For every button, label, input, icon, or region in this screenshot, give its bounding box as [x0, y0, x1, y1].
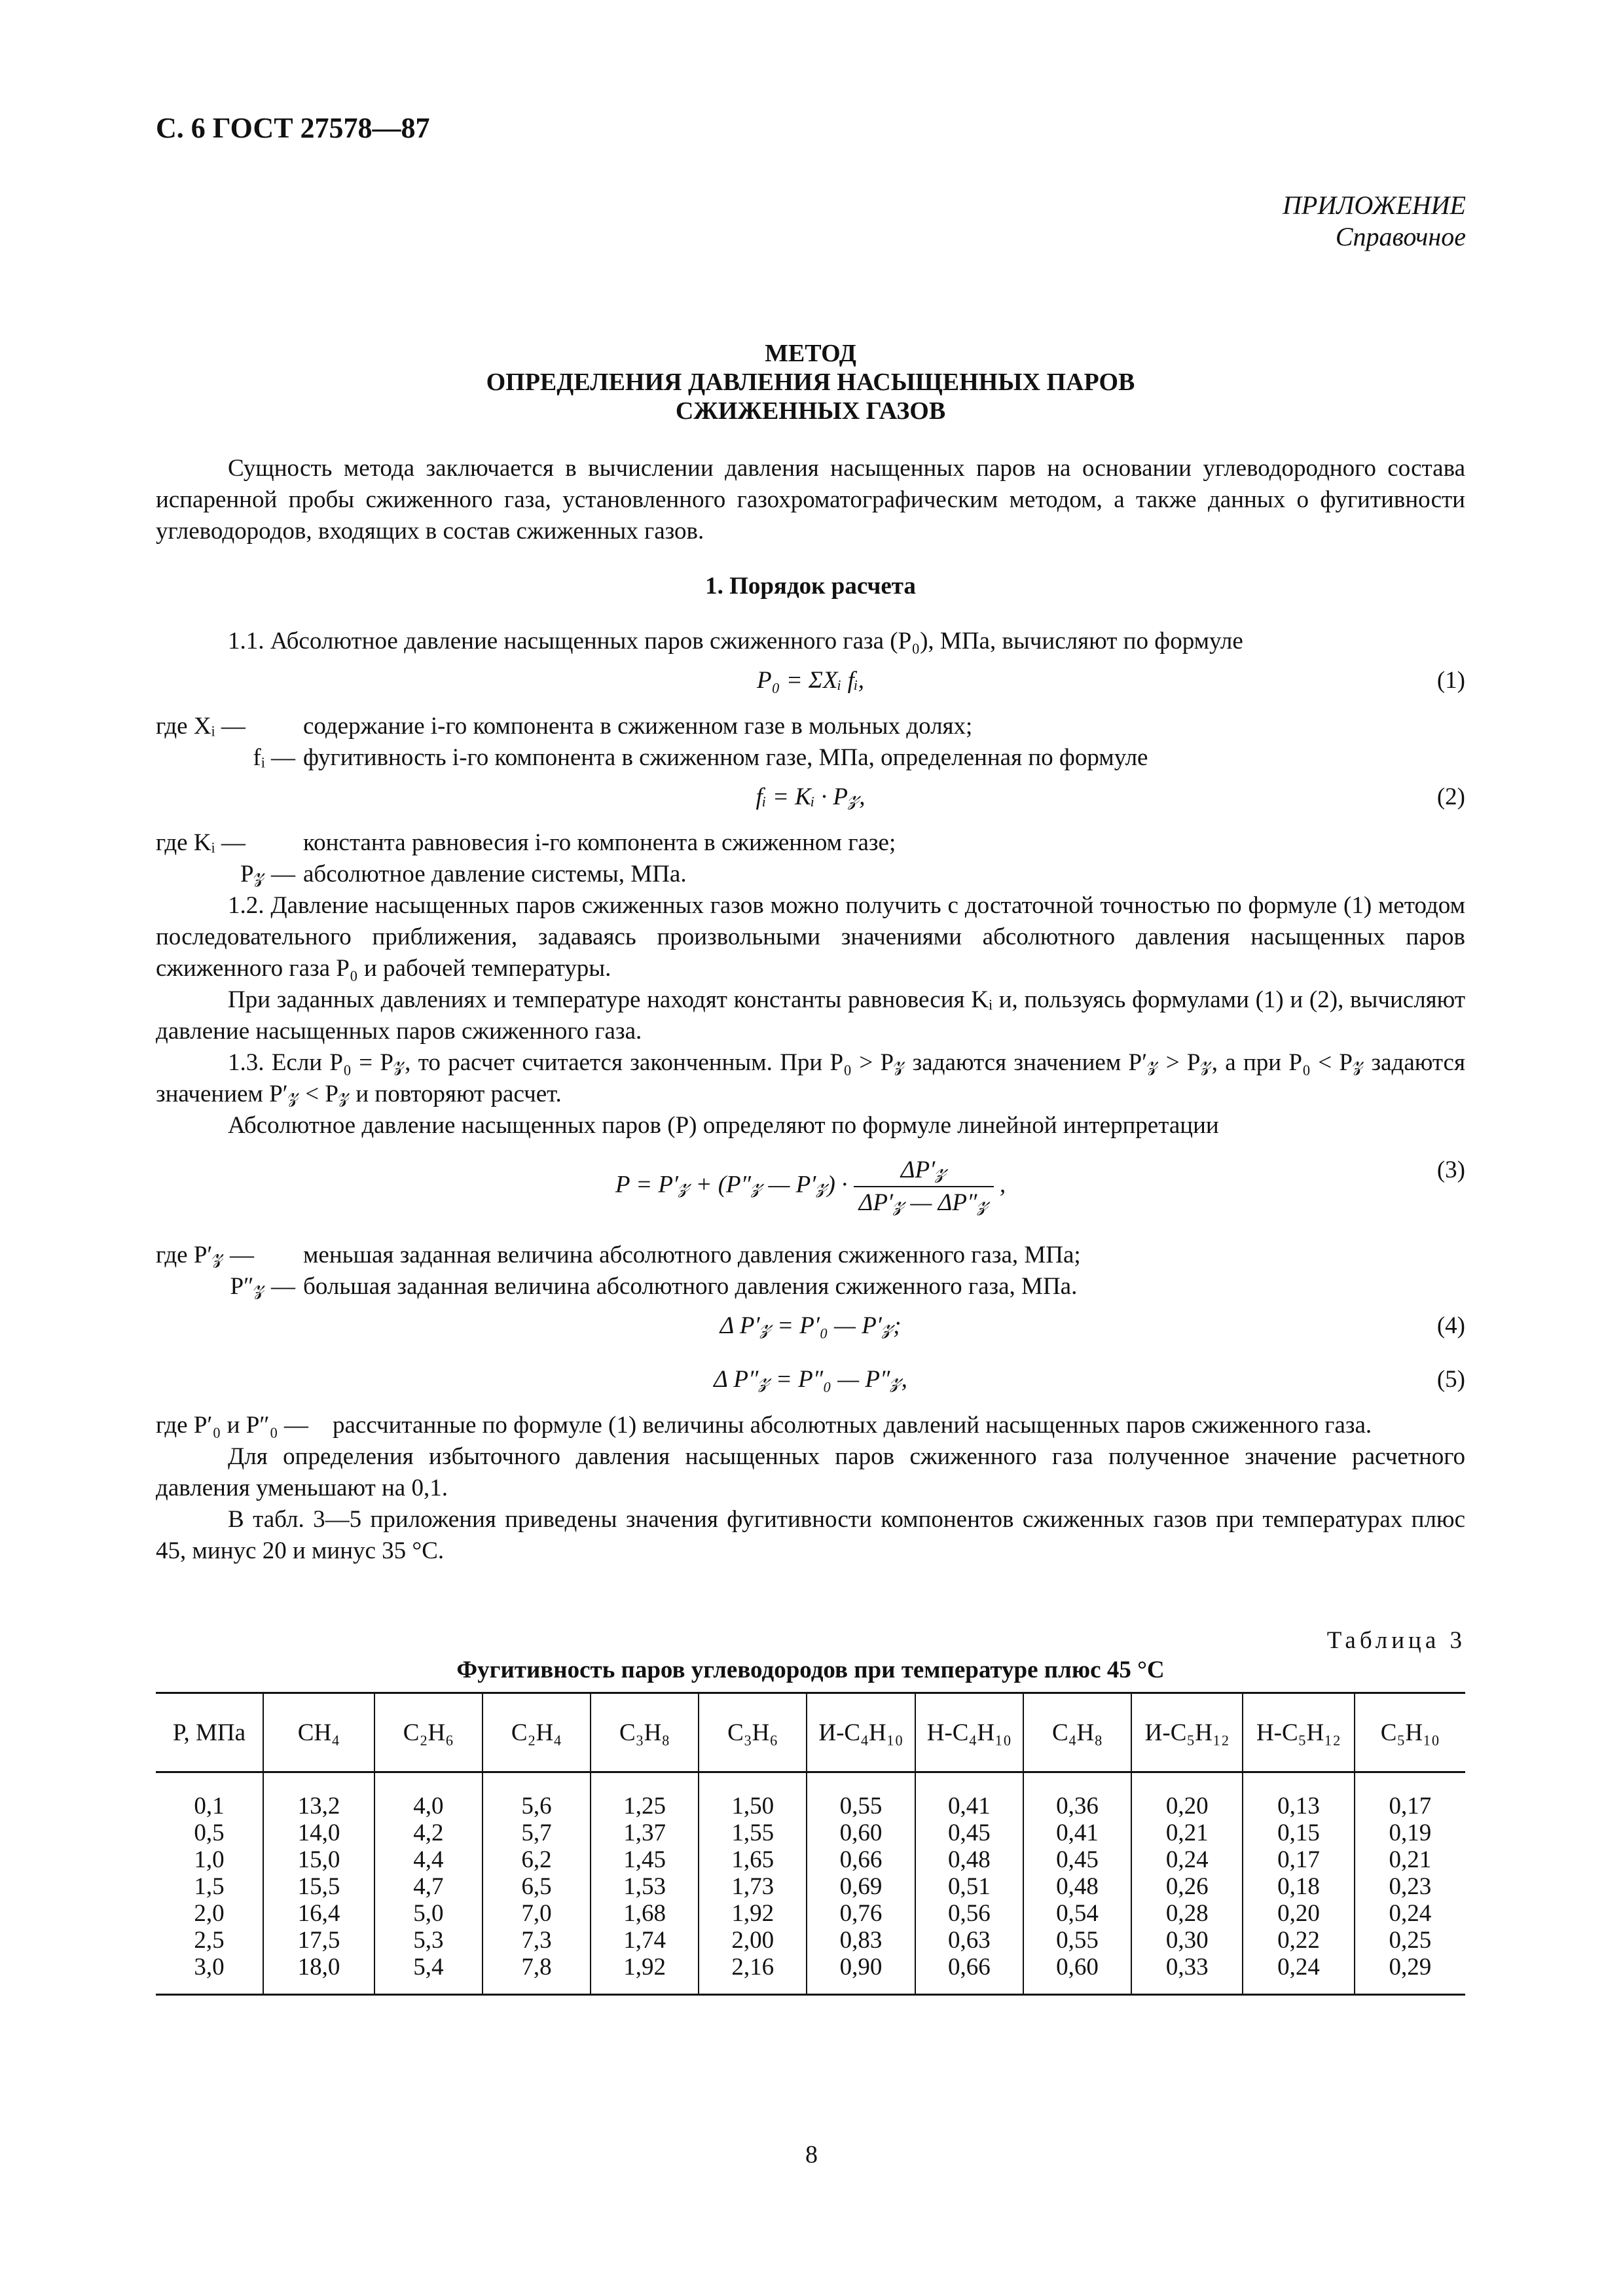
paragraph-1-2: 1.2. Давление насыщенных паров сжиженных газов можно получить с достаточной точностью по формуле (1) методом последовательного приближения, задаваясь произвольными значениями абсолютного давления насыщенных паров сжиженного газа P₀ и рабочей температуры.: [156, 892, 1465, 982]
title-line-2: ОПРЕДЕЛЕНИЯ ДАВЛЕНИЯ НАСЫЩЕННЫХ ПАРОВ: [486, 368, 1135, 396]
formula-4-number: (4): [1436, 1312, 1465, 1339]
column-header: C₂H₆: [374, 1693, 483, 1772]
formula-2-number: (2): [1436, 783, 1465, 810]
formula-1-expression: P₀ = ΣXᵢ fᵢ,: [756, 667, 864, 694]
formula-3-denominator: ΔP′𝓏 — ΔP″𝓏: [858, 1189, 989, 1216]
table-title: Фугитивность паров углеводородов при температуре плюс 45 °C: [456, 1657, 1165, 1683]
formula-5-number: (5): [1436, 1366, 1465, 1393]
formula-3-tail: ,: [999, 1171, 1006, 1198]
table-column-cell: 0,17 0,19 0,21 0,23 0,24 0,25 0,29: [1355, 1772, 1465, 1995]
where-symbol: где P′₀ и P″₀ —: [156, 1412, 308, 1439]
section-heading: 1. Порядок расчета: [705, 573, 916, 600]
column-header: P, МПа: [173, 1719, 246, 1746]
appendix-type: Справочное: [1335, 222, 1466, 251]
page-number: 8: [805, 2141, 818, 2168]
column-header: C₃H₆: [699, 1693, 807, 1772]
where-symbol: где Xᵢ —: [156, 713, 246, 740]
where-row: [156, 1240, 1465, 1271]
formula-3-number: (3): [1436, 1157, 1465, 1183]
where-symbol: где Kᵢ —: [156, 829, 246, 856]
column-header: C₄H₈: [1023, 1693, 1131, 1772]
formula-3-lhs: P = P′𝓏 + (P″𝓏 — P′𝓏) ·: [615, 1171, 848, 1198]
appendix-label: ПРИЛОЖЕНИЕ: [1283, 190, 1466, 220]
table-column-cell: 0,20 0,21 0,24 0,26 0,28 0,30 0,33: [1131, 1772, 1243, 1995]
column-header: Н-C₄H₁₀: [915, 1693, 1023, 1772]
table-column-cell: 0,36 0,41 0,45 0,48 0,54 0,55 0,60: [1023, 1772, 1131, 1995]
where-text: содержание i-го компонента в сжиженном газе в мольных долях;: [303, 713, 973, 740]
document-body: [156, 453, 1465, 1567]
where-row: [156, 859, 1465, 890]
formula-5-expression: Δ P″𝓏 = P″₀ — P″𝓏,: [714, 1366, 907, 1393]
column-header: И-C₅H₁₂: [1131, 1693, 1243, 1772]
paragraph-tables-reference: В табл. 3—5 приложения приведены значения фугитивности компонентов сжиженных газов при температурах плюс 45, минус 20 и минус 35 °C.: [156, 1506, 1465, 1564]
formula-2: [156, 774, 1465, 827]
where-symbol: fᵢ —: [253, 744, 295, 771]
column-header: И-C₄H₁₀: [807, 1693, 915, 1772]
where-symbol: где P′𝓏 —: [156, 1242, 254, 1268]
where-row: [156, 1271, 1465, 1302]
where-text: меньшая заданная величина абсолютного давления сжиженного газа, МПа;: [303, 1242, 1081, 1268]
where-row: [156, 1410, 1465, 1441]
paragraph-excess-pressure: Для определения избыточного давления насыщенных паров сжиженного газа полученное значение расчетного давления уменьшают на 0,1.: [156, 1443, 1465, 1501]
column-header: C₅H₁₀: [1355, 1693, 1465, 1772]
formula-3-numerator: ΔP′𝓏: [854, 1155, 994, 1187]
paragraph-1-3: 1.3. Если P₀ = P𝓏, то расчет считается законченным. При P₀ > P𝓏 задаются значением P′𝓏 > P𝓏, а при P₀ < P𝓏 задаются значением P′𝓏 < P𝓏 и повторяют расчет.: [156, 1049, 1465, 1107]
table-caption: Таблица 3: [1326, 1627, 1466, 1654]
table-column-cell: 13,2 14,0 15,0 15,5 16,4 17,5 18,0: [263, 1772, 374, 1995]
table-column-cell: 0,13 0,15 0,17 0,18 0,20 0,22 0,24: [1243, 1772, 1354, 1995]
document-title: [156, 339, 1465, 425]
column-header: C₃H₈: [591, 1693, 699, 1772]
where-row: [156, 711, 1465, 742]
where-row: [156, 827, 1465, 859]
table-column-cell: 0,55 0,60 0,66 0,69 0,76 0,83 0,90: [807, 1772, 915, 1995]
table-column-cell: 0,41 0,45 0,48 0,51 0,56 0,63 0,66: [915, 1772, 1023, 1995]
table-column-cell: 5,6 5,7 6,2 6,5 7,0 7,3 7,8: [483, 1772, 591, 1995]
where-text: рассчитанные по формуле (1) величины абсолютных давлений насыщенных паров сжиженного газа.: [333, 1412, 1372, 1439]
where-symbol: P″𝓏 —: [230, 1273, 295, 1300]
where-text: абсолютное давление системы, МПа.: [303, 861, 687, 888]
table-column-cell: 4,0 4,2 4,4 4,7 5,0 5,3 5,4: [374, 1772, 483, 1995]
table-body-row: [156, 1772, 1465, 1995]
paragraph-1-3b: Абсолютное давление насыщенных паров (P) определяют по формуле линейной интерпретации: [228, 1112, 1219, 1139]
paragraph-1-1: 1.1. Абсолютное давление насыщенных паров сжиженного газа (P₀), МПа, вычисляют по формуле: [228, 628, 1243, 655]
where-text: константа равновесия i-го компонента в сжиженном газе;: [303, 829, 896, 856]
where-symbol: P𝓏 —: [240, 861, 295, 888]
title-line-3: СЖИЖЕННЫХ ГАЗОВ: [675, 397, 946, 425]
formula-1: [156, 657, 1465, 711]
paragraph-1-2b: При заданных давлениях и температуре находят константы равновесия Kᵢ и, пользуясь формулами (1) и (2), вычисляют давление насыщенных паров сжиженного газа.: [156, 986, 1465, 1045]
fugacity-table: [156, 1692, 1465, 1996]
formula-4: [156, 1302, 1465, 1356]
running-head: С. 6 ГОСТ 27578—87: [156, 112, 430, 144]
formula-2-expression: fᵢ = Kᵢ · P𝓏,: [756, 783, 866, 810]
appendix-label-block: [1283, 190, 1466, 253]
where-text: большая заданная величина абсолютного давления сжиженного газа, МПа.: [303, 1273, 1078, 1300]
table-column-cell: 1,50 1,55 1,65 1,73 1,92 2,00 2,16: [699, 1772, 807, 1995]
table-header-row: [156, 1693, 1465, 1772]
formula-1-number: (1): [1436, 667, 1465, 694]
table-column-cell: 0,1 0,5 1,0 1,5 2,0 2,5 3,0: [194, 1793, 225, 1981]
intro-paragraph: Сущность метода заключается в вычислении давления насыщенных паров на основании углеводородного состава испаренной пробы сжиженного газа, установленного газохроматографическим методом, а также данных о фугитивности углеводородов, входящих в состав сжиженных газов.: [156, 455, 1465, 545]
table-column-cell: 1,25 1,37 1,45 1,53 1,68 1,74 1,92: [591, 1772, 699, 1995]
column-header: CH₄: [263, 1693, 374, 1772]
column-header: Н-C₅H₁₂: [1243, 1693, 1354, 1772]
formula-3-fraction: [854, 1155, 994, 1219]
where-text: фугитивность i-го компонента в сжиженном газе, МПа, определенная по формуле: [303, 744, 1148, 771]
column-header: C₂H₄: [483, 1693, 591, 1772]
formula-3: [156, 1141, 1465, 1240]
formula-5: [156, 1356, 1465, 1410]
formula-4-expression: Δ P′𝓏 = P′₀ — P′𝓏;: [720, 1312, 902, 1339]
where-row: [156, 742, 1465, 774]
title-line-1: МЕТОД: [765, 340, 856, 367]
